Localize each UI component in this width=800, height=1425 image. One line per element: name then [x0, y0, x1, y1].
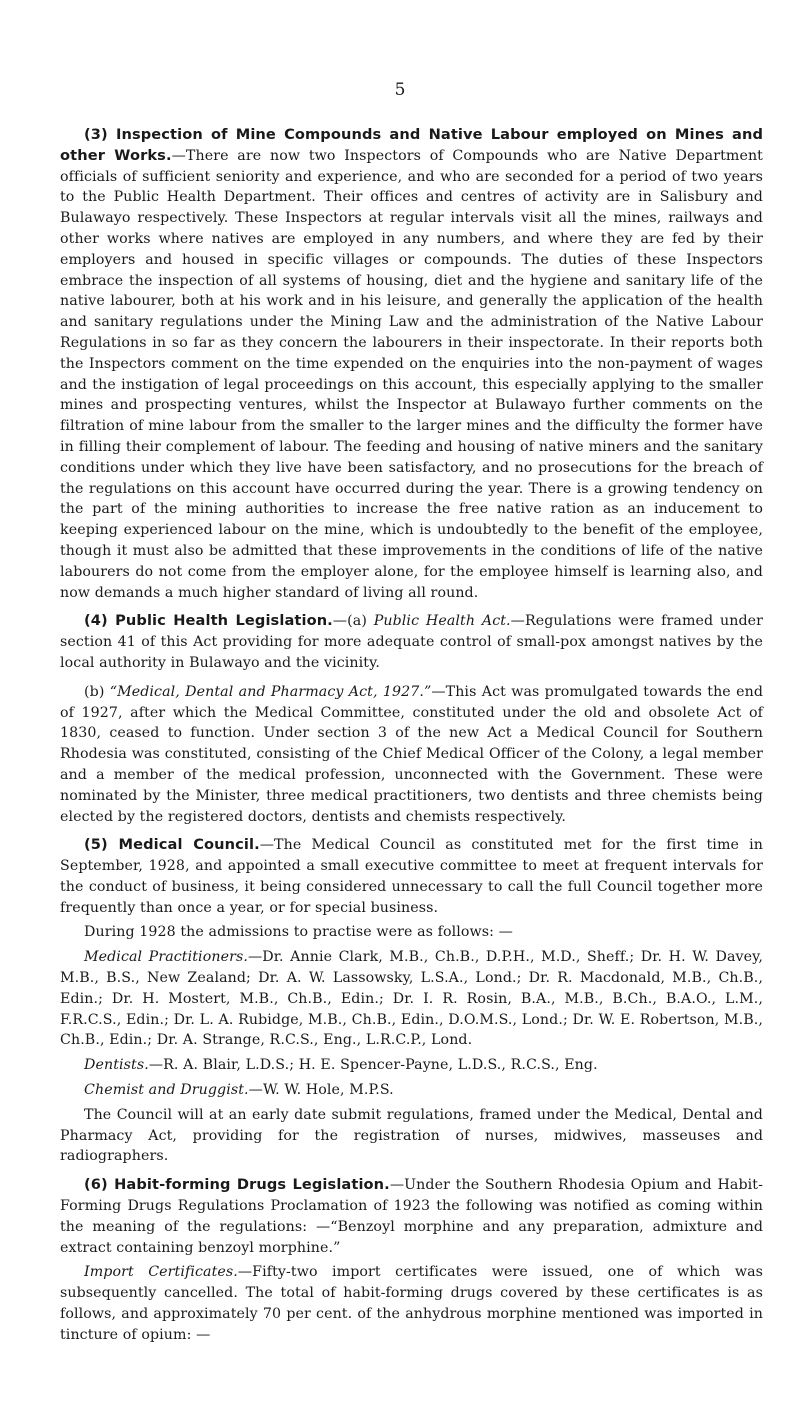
section-4a-prefix: —(a) — [332, 613, 374, 630]
section-6-heading: (6) Habit-forming Drugs Legislation. — [84, 1176, 390, 1194]
section-3-heading: (3) Inspection of Mine Compounds and Native Labour employed on Mines and other Works. — [60, 126, 763, 164]
practitioners-paragraph — [60, 947, 763, 1051]
import-certificates-paragraph — [60, 1262, 763, 1345]
section-4-heading: (4) Public Health Legislation. — [84, 612, 333, 630]
section-5-body: —The Medical Council as constituted met for the first time in September, 1928, and appointed a small executive committee to meet at frequent intervals for the conduct of business, it being considered unnecessary to call the full Council together more frequently than once a year, or for special business. — [60, 837, 763, 916]
page-body — [60, 125, 763, 1354]
dentists-title: Dentists. — [84, 1057, 149, 1074]
section-4a-paragraph — [60, 611, 763, 673]
chemist-list: —W. W. Hole, M.P.S. — [248, 1082, 394, 1099]
practitioners-list: —Dr. Annie Clark, M.B., Ch.B., D.P.H., M.D., Sheff.; Dr. H. W. Davey, M.B., B.S., New Zealand; Dr. A. W. Lassowsky, L.S.A., Lond.; Dr. R. Macdonald, M.B., Ch.B., Edin.; Dr. H. Mostert, M.B., Ch.B., Edin.; Dr. I. R. Rosin, B.A., M.B., B.Ch., B.A.O., L.M., F.R.C.S., Edin.; Dr. L. A. Rubidge, M.B., Ch.B., Edin., D.O.M.S., Lond.; Dr. W. E. Robertson, M.B., Ch.B., Edin.; Dr. A. Strange, R.C.S., Eng., L.R.C.P., Lond. — [60, 949, 763, 1049]
import-certificates-title: Import Certificates. — [84, 1264, 238, 1281]
section-5-paragraph — [60, 835, 763, 918]
council-closing-paragraph: The Council will at an early date submit regulations, framed under the Medical, Dental and Pharmacy Act, providing for the registration of nurses, midwives, masseuses and radiographers. — [60, 1106, 763, 1165]
section-6-body: —Under the Southern Rhodesia Opium and Habit-Forming Drugs Regulations Proclamation of 1923 the following was notified as coming within the meaning of the regulations: —“Benzoyl morphine and any preparation, admixture and extract containing benzoyl morphine.” — [60, 1177, 763, 1256]
section-5-heading: (5) Medical Council. — [84, 836, 260, 854]
section-4b-title: “Medical, Dental and Pharmacy Act, 1927.” — [109, 683, 432, 700]
chemist-title: Chemist and Druggist. — [84, 1082, 249, 1099]
section-4a-title: Public Health Act. — [373, 613, 511, 630]
dentists-paragraph — [60, 1055, 763, 1076]
section-4b-paragraph — [60, 682, 763, 828]
import-certificates-body: —Fifty-two import certificates were issued, one of which was subsequently cancelled. The total of habit-forming drugs covered by these certificates is as follows, and approximately 70 per cent. of the anhydrous morphine mentioned was imported in tincture of opium: — — [60, 1264, 764, 1343]
admissions-intro: During 1928 the admissions to practise were as follows: — — [84, 924, 513, 941]
practitioners-title: Medical Practitioners. — [84, 949, 248, 966]
section-6-paragraph — [60, 1175, 763, 1258]
page-number: 5 — [394, 80, 406, 100]
section-4b-prefix: (b) — [84, 683, 110, 700]
chemist-paragraph — [60, 1080, 763, 1101]
section-3-body: —There are now two Inspectors of Compounds who are Native Department officials of sufficient seniority and experience, and who are seconded for a period of two years to the Public Health Department. Their offices and centres of activity are in Salisbury and Bulawayo respectively. These Inspectors at regular intervals visit all the mines, railways and other works where natives are employed in any numbers, and where they are fed by their employers and housed in specific villages or compounds. The duties of these Inspectors embrace the inspection of all systems of housing, diet and the hygiene and sanitary life of the native labourer, both at his work and in his leisure, and generally the application of the health and sanitary regulations under the Mining Law and the administration of the Native Labour Regulations in so far as they concern the labourers in their inspectorate. In their reports both the Inspectors comment on the time expended on the enquiries into the non-payment of wages and the instigation of legal proceedings on this account, this especially applying to the smaller mines and prospecting ventures, whilst the Inspector at Bulawayo further comments on the filtration of mine labour from the smaller to the larger mines and the difficulty the former have in filling their complement of labour. The feeding and housing of native miners and the sanitary conditions under which they live have been satisfactory, and no prosecutions for the breach of the regulations on this account have occurred during the year. There is a growing tendency on the part of the mining authorities to increase the free native ration as an inducement to keeping experienced labour on the mine, which is undoubtedly to the benefit of the employee, though it must also be admitted that these improvements in the conditions of life of the native labourers do not come from the employer alone, for the employee himself is learning also, and now demands a much higher standard of living all round. — [60, 147, 763, 601]
section-3-paragraph — [60, 125, 763, 603]
dentists-list: —R. A. Blair, L.D.S.; H. E. Spencer-Payne, L.D.S., R.C.S., Eng. — [148, 1057, 598, 1074]
section-4b-body: —This Act was promulgated towards the end of 1927, after which the Medical Committee, constituted under the old and obsolete Act of 1830, ceased to function. Under section 3 of the new Act a Medical Council for Southern Rhodesia was constituted, consisting of the Chief Medical Officer of the Colony, a legal member and a member of the medical profession, unconnected with the Government. These were nominated by the Minister, three medical practitioners, two dentists and three chemists being elected by the registered doctors, dentists and chemists respectively. — [60, 683, 764, 825]
section-4a-body: —Regulations were framed under section 41 of this Act providing for more adequate control of small-pox amongst natives by the local authority in Bulawayo and the vicinity. — [60, 613, 763, 671]
